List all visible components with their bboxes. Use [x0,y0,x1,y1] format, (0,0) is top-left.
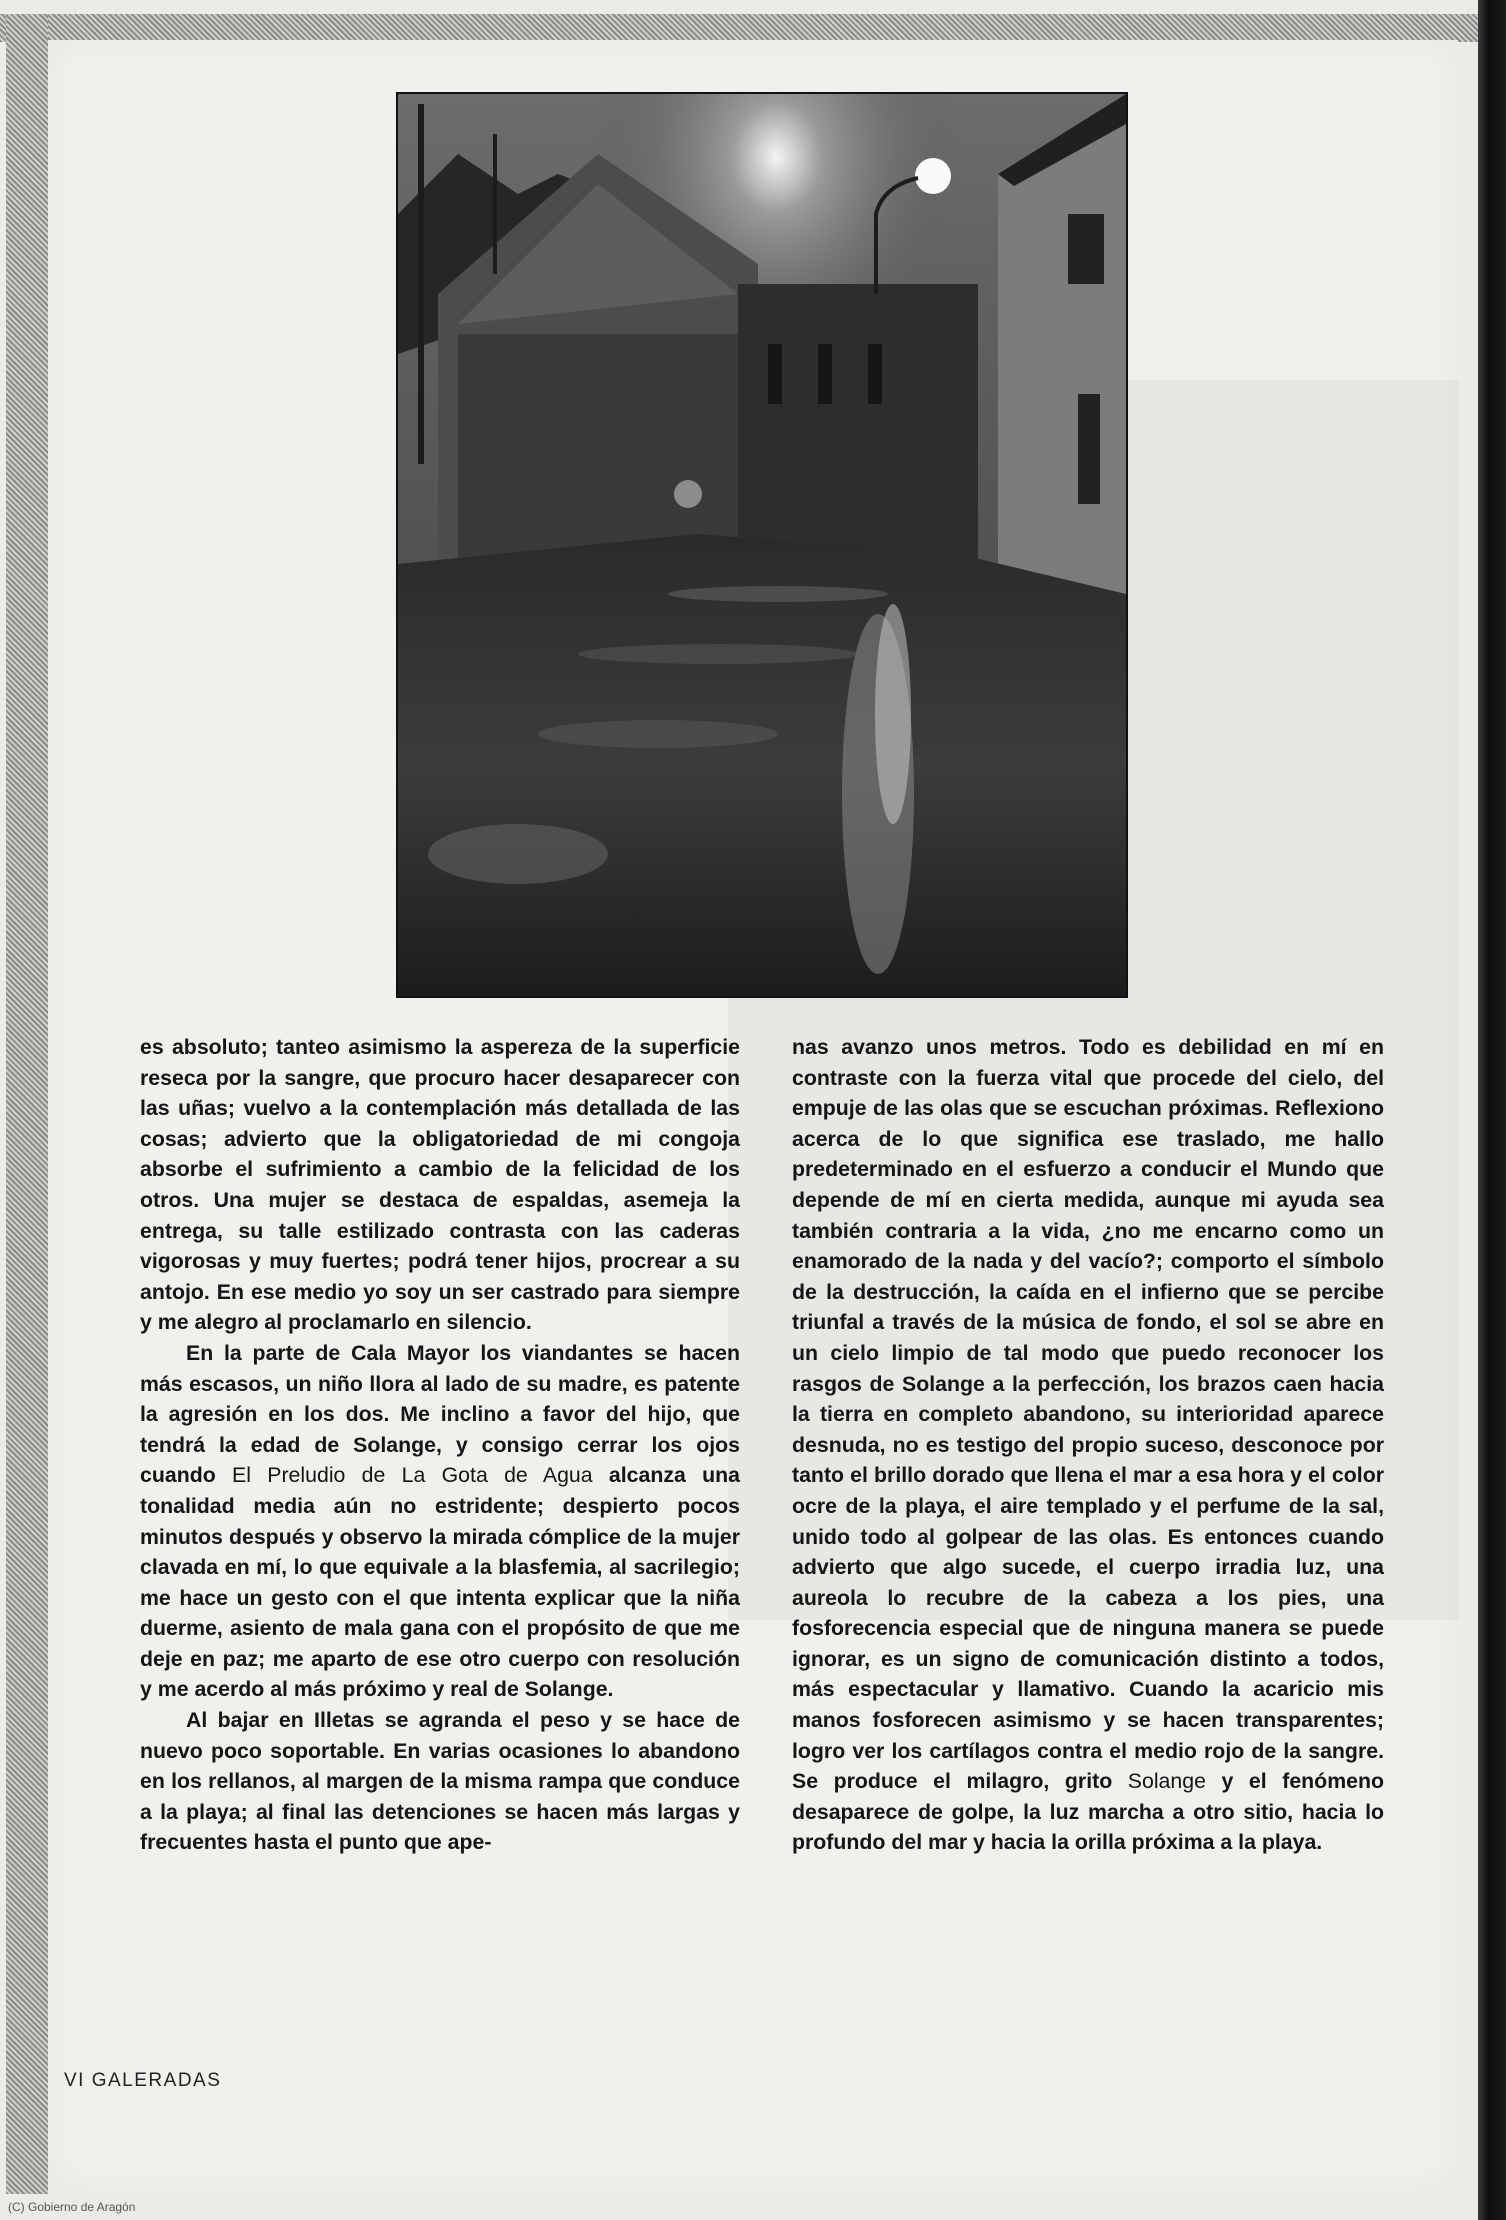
paragraph-text: y el fenómeno desaparece de golpe, la luz marcha a otro sitio, hacia lo profundo del mar y hacia la orilla próxima a la playa. [792,1769,1384,1855]
character-name: Solange [1127,1769,1206,1794]
left-hatch-border [6,14,48,2194]
article-paragraph [140,1338,740,1705]
paragraph-text: En la parte de Cala Mayor los viandantes se hacen más escasos, un niño llora al lado de su madre, es patente la agresión en los dos. Me inclino a favor del hijo, que tendrá la edad de Solange, y consigo cerrar los ojos cuando [140,1340,740,1488]
copyright-credit: (C) Gobierno de Aragón [8,2200,136,2214]
article-left-column [140,1032,740,1858]
article-right-column [792,1032,1384,1858]
article-paragraph [140,1705,740,1858]
paragraph-text: nas avanzo unos metros. Todo es debilidad en mí en contraste con la fuerza vital que procede del cielo, del empuje de las olas que se escuchan próximas. Reflexiono acerca de lo que significa ese traslado, me hallo predeterminado en el esfuerzo a conducir el Mundo que depende de mí en cierta medida, aunque mi ayuda sea también contraria a la vida, ¿no me encarno como un enamorado de la nada y del vacío?; comporto el símbolo de la destrucción, la caída en el infierno que se percibe triunfal a través de la música de fondo, el sol se abre en un cielo limpio de tal modo que puedo reconocer los rasgos de Solange a la perfección, los brazos caen hacia la tierra en completo abandono, su interioridad aparece desnuda, no es testigo del propio suceso, desconoce por tanto el brillo dorado que llena el mar a esa hora y el color ocre de la playa, el aire templado y el perfume de la sal, unido todo al golpear de las olas. Es entonces cuando advierto que algo sucede, el cuerpo irradia luz, una aureola lo recubre de la cabeza a los pies, una fosforecencia especial que de ninguna manera se puede ignorar, es un signo de comunicación distinto a todos, más espectacular y llamativo. Cuando la acaricio mis manos fosforecen asimismo y se hacen transparentes; logro ver los cartílagos contra el medio rojo de la sangre. Se produce el milagro, grito [792,1035,1384,1794]
music-title: El Preludio de La Gota de Agua [232,1463,593,1488]
street-night-photo [396,92,1128,998]
article-paragraph [792,1032,1384,1858]
article-paragraph [140,1032,740,1338]
top-hatch-border [0,14,1478,42]
photo-image-icon [398,94,1126,996]
paragraph-text: alcanza una tonalidad media aún no estridente; despierto pocos minutos después y observo la mirada cómplice de la mujer clavada en mí, lo que equivale a la blasfemia, al sacrilegio; me hace un gesto con el que intenta explicar que la niña duerme, asiento de mala gana con el propósito de que me deje en paz; me aparto de ese otro cuerpo con resolución y me acerdo al más próximo y real de Solange. [140,1463,741,1702]
page-folio: VI GALERADAS [64,2070,222,2091]
paragraph-text: es absoluto; tanteo asimismo la aspereza de la superficie reseca por la sangre, que procuro hacer desaparecer con las uñas; vuelvo a la contemplación más detallada de las cosas; advierto que la obligatoriedad de mi congoja absorbe el sufrimiento a cambio de la felicidad de los otros. Una mujer se destaca de espaldas, asemeja la entrega, su talle estilizado contrasta con las caderas vigorosas y muy fuertes; podrá tener hijos, procrear a su antojo. En ese medio yo soy un ser castrado para siempre y me alegro al proclamarlo en silencio. [140,1035,740,1335]
binding-spine [1478,0,1506,2220]
paragraph-text: Al bajar en Illetas se agranda el peso y se hace de nuevo poco soportable. En varias ocasiones lo abandono en los rellanos, al margen de la misma rampa que conduce a la playa; al final las detenciones se hacen más largas y frecuentes hasta el punto que ape- [140,1708,740,1855]
